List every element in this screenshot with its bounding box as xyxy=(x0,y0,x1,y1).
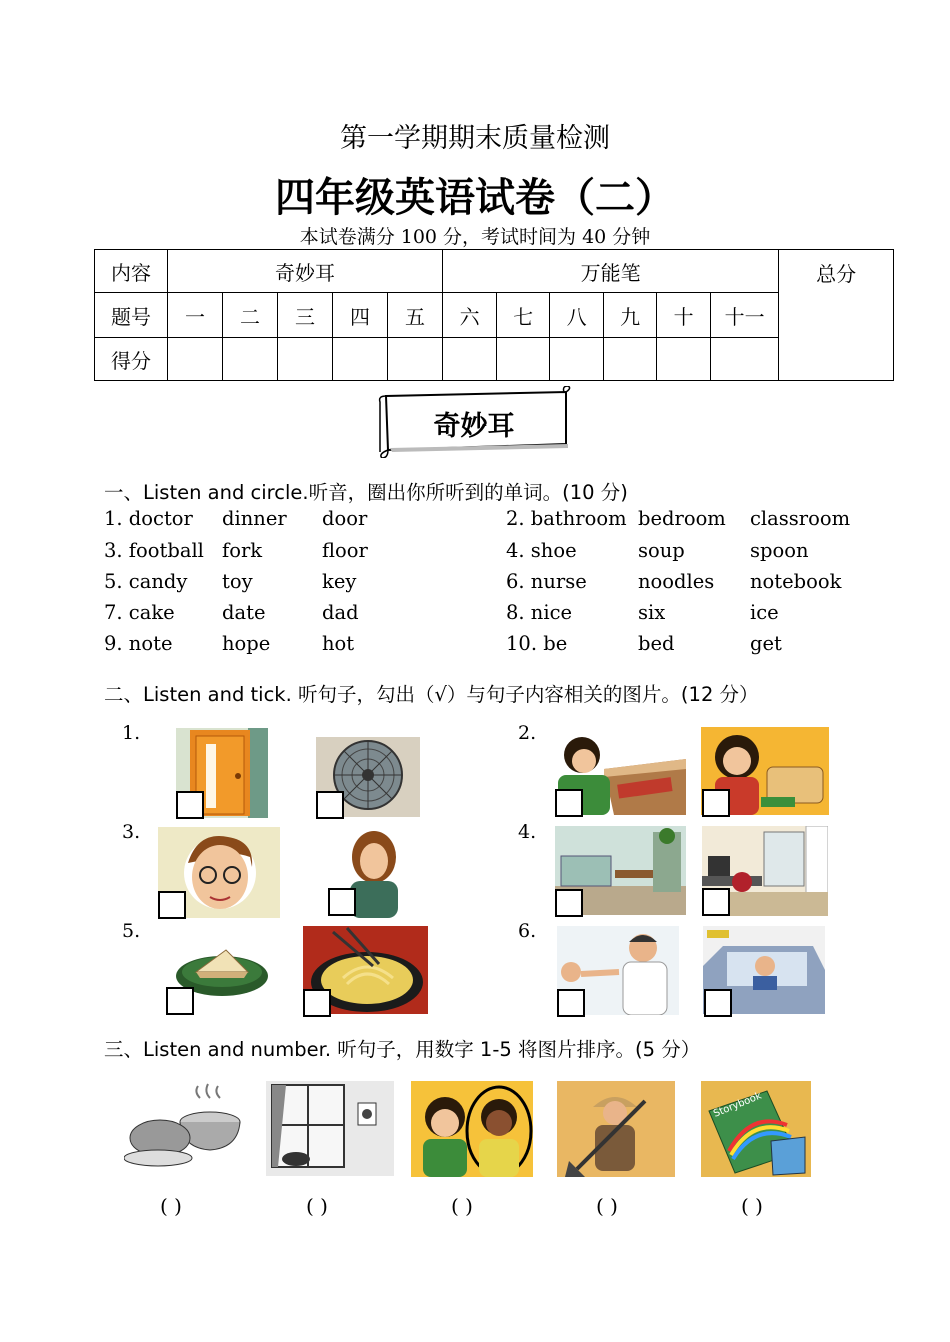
banner-label: 奇妙耳 xyxy=(433,411,515,442)
tick-box[interactable] xyxy=(316,791,344,819)
tick-box[interactable] xyxy=(328,888,356,916)
tick-box[interactable] xyxy=(158,891,186,919)
section3-heading: 三、Listen and number. 听句子，用数字 1-5 将图片排序。(5 分） xyxy=(104,1038,701,1061)
tick-box[interactable] xyxy=(702,789,730,817)
word-item[interactable]: toy xyxy=(222,570,253,593)
table-row-question-number: 题号 xyxy=(95,293,168,338)
exam-subtitle: 本试卷满分 100 分，考试时间为 40 分钟 xyxy=(299,226,651,248)
table-row-score: 得分 xyxy=(95,338,168,381)
word-item[interactable]: 9. note xyxy=(104,632,173,655)
score-input-cell[interactable] xyxy=(657,338,711,381)
chicken-soup-picture xyxy=(124,1078,244,1174)
word-item[interactable]: six xyxy=(638,601,666,624)
order-blank[interactable]: ( ) xyxy=(160,1194,182,1218)
score-input-cell[interactable] xyxy=(388,338,443,381)
order-blank[interactable]: ( ) xyxy=(596,1194,618,1218)
question-number: 1. xyxy=(122,722,141,744)
order-blank[interactable]: ( ) xyxy=(451,1194,473,1218)
section2-heading: 二、Listen and tick. 听句子，勾出（√）与句子内容相关的图片。(12 分） xyxy=(104,683,759,706)
score-input-cell[interactable] xyxy=(443,338,497,381)
window-icon xyxy=(266,1081,394,1176)
table-cell: 七 xyxy=(497,293,550,338)
question-number: 2. xyxy=(518,722,537,744)
tick-box[interactable] xyxy=(166,987,194,1015)
word-item[interactable]: classroom xyxy=(750,507,851,530)
word-item[interactable]: 10. be xyxy=(506,632,568,655)
storybook-label: Storybook xyxy=(712,1090,764,1120)
word-item[interactable]: 3. football xyxy=(104,539,204,562)
word-item[interactable]: floor xyxy=(322,539,368,562)
word-item[interactable]: 1. doctor xyxy=(104,507,193,530)
word-item[interactable]: dinner xyxy=(222,507,287,530)
word-item[interactable]: 7. cake xyxy=(104,601,175,624)
table-header-pen: 万能笔 xyxy=(443,250,779,293)
window-picture xyxy=(266,1081,394,1176)
tick-box[interactable] xyxy=(555,789,583,817)
word-item[interactable]: bedroom xyxy=(638,507,726,530)
word-item[interactable]: noodles xyxy=(638,570,715,593)
word-item[interactable]: fork xyxy=(222,539,263,562)
table-header-total: 总分 xyxy=(779,250,894,381)
table-cell: 十 xyxy=(657,293,711,338)
question-number: 4. xyxy=(518,821,537,843)
score-input-cell[interactable] xyxy=(168,338,223,381)
table-cell: 八 xyxy=(550,293,604,338)
word-item[interactable]: bed xyxy=(638,632,675,655)
chicken-soup-icon xyxy=(124,1078,244,1174)
storybook-icon xyxy=(701,1081,811,1177)
shovel-icon xyxy=(557,1081,675,1177)
score-input-cell[interactable] xyxy=(550,338,604,381)
score-input-cell[interactable] xyxy=(223,338,278,381)
word-item[interactable]: spoon xyxy=(750,539,809,562)
exam-term-title: 第一学期期末质量检测 xyxy=(340,123,610,154)
word-item[interactable]: soup xyxy=(638,539,685,562)
table-cell: 五 xyxy=(388,293,443,338)
table-header-content: 内容 xyxy=(95,250,168,293)
tick-box[interactable] xyxy=(704,989,732,1017)
word-item[interactable]: date xyxy=(222,601,266,624)
score-table xyxy=(94,249,894,381)
word-item[interactable]: notebook xyxy=(750,570,842,593)
exam-main-title: 四年级英语试卷（二） xyxy=(275,175,675,221)
question-number: 5. xyxy=(122,920,141,942)
question-number: 6. xyxy=(518,920,537,942)
table-cell: 二 xyxy=(223,293,278,338)
section-banner xyxy=(376,386,572,458)
table-cell: 一 xyxy=(168,293,223,338)
two-boys-picture xyxy=(411,1081,533,1177)
word-item[interactable]: 5. candy xyxy=(104,570,188,593)
table-cell: 六 xyxy=(443,293,497,338)
two-boys-icon xyxy=(411,1081,533,1177)
word-item[interactable]: dad xyxy=(322,601,359,624)
table-header-ear: 奇妙耳 xyxy=(168,250,443,293)
word-item[interactable]: 2. bathroom xyxy=(506,507,627,530)
man-shovel-picture xyxy=(557,1081,675,1177)
word-item[interactable]: key xyxy=(322,570,357,593)
storybook-picture xyxy=(701,1081,811,1177)
word-item[interactable]: 8. nice xyxy=(506,601,573,624)
question-number: 3. xyxy=(122,821,141,843)
score-input-cell[interactable] xyxy=(497,338,550,381)
score-input-cell[interactable] xyxy=(711,338,779,381)
score-input-cell[interactable] xyxy=(333,338,388,381)
tick-box[interactable] xyxy=(176,791,204,819)
section1-heading: 一、Listen and circle.听音，圈出你所听到的单词。(10 分) xyxy=(104,481,628,504)
table-cell: 三 xyxy=(278,293,333,338)
tick-box[interactable] xyxy=(555,889,583,917)
word-item[interactable]: ice xyxy=(750,601,779,624)
score-input-cell[interactable] xyxy=(604,338,657,381)
word-item[interactable]: 6. nurse xyxy=(506,570,587,593)
word-item[interactable]: hot xyxy=(322,632,355,655)
tick-box[interactable] xyxy=(303,989,331,1017)
score-input-cell[interactable] xyxy=(278,338,333,381)
word-item[interactable]: hope xyxy=(222,632,271,655)
table-cell: 九 xyxy=(604,293,657,338)
table-cell: 十一 xyxy=(711,293,779,338)
word-item[interactable]: 4. shoe xyxy=(506,539,577,562)
word-item[interactable]: get xyxy=(750,632,782,655)
tick-box[interactable] xyxy=(702,888,730,916)
word-item[interactable]: door xyxy=(322,507,368,530)
tick-box[interactable] xyxy=(557,989,585,1017)
table-cell: 四 xyxy=(333,293,388,338)
order-blank[interactable]: ( ) xyxy=(306,1194,328,1218)
order-blank[interactable]: ( ) xyxy=(741,1194,763,1218)
